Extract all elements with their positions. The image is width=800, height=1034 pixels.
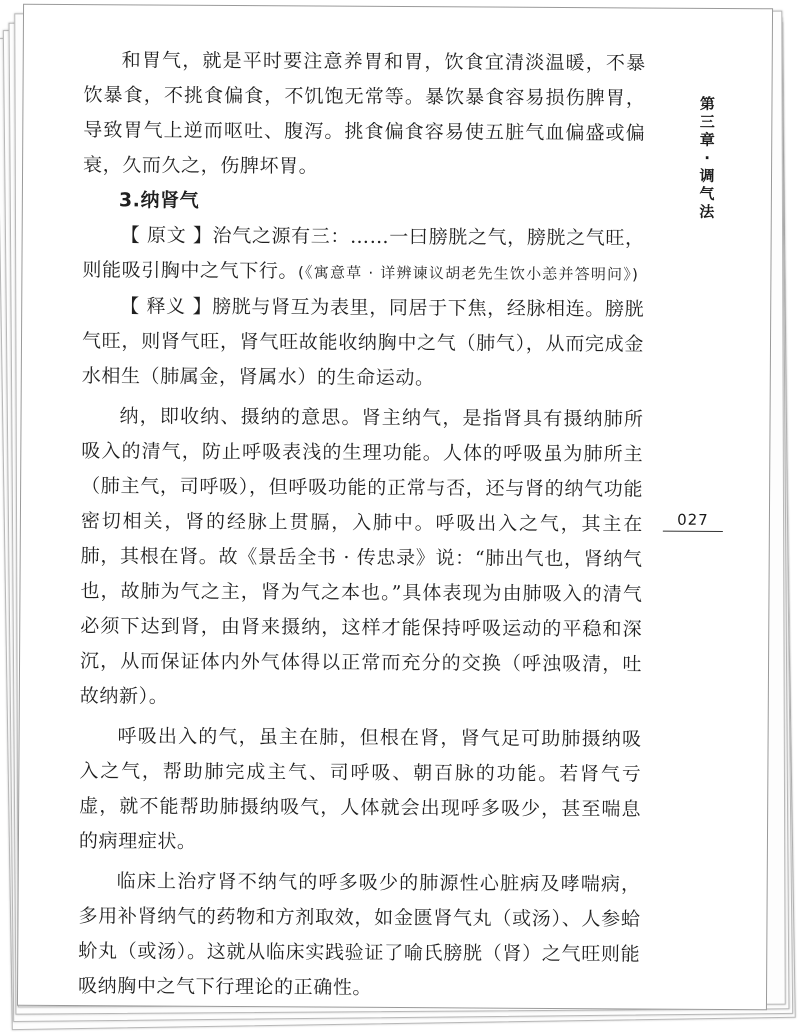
page-number: 027 — [677, 510, 709, 529]
paragraph-kidney-qi: 纳，即收纳、摄纳的意思。肾主纳气，是指肾具有摄纳肺所吸入的清气，防止呼吸表浅的生理功能。人体的呼吸虽为肺所主（肺主气，司呼吸），但呼吸功能的正常与否，还与肾的纳气功能密切相关，肾的经脉上贯膈，入肺中。呼吸出入之气，其主在肺，其根在肾。故《景岳全书 · 传忠录》说：“肺出气也，肾纳气也，故肺为气之主，肾为气之本也。”具体表现为由肺吸入的清气必须下达到肾，由肾来摄纳，这样才能保持呼吸运动的平稳和深沉，从而保证体内外气体得以正常而充分的交换（呼浊吸清，吐故纳新）。 — [79, 405, 644, 708]
running-head-char: 章 — [699, 130, 715, 149]
page-body — [78, 43, 646, 1007]
running-head-char: 第 — [699, 94, 716, 113]
citation: (《寓意草 · 详辨谏议胡老先生饮小恙并答明问》) — [297, 263, 640, 284]
page-number-rule — [663, 531, 723, 532]
paragraph-stomach-qi: 和胃气，就是平时要注意养胃和胃，饮食宜清淡温暖，不暴饮暴食，不挑食偏食，不饥饱无常等。暴饮暴食容易损伤脾胃，导致胃气上逆而呕吐、腹泻。挑食偏食容易使五脏气血偏盛或偏衰，久而久之，伤脾坏胃。 — [83, 49, 646, 178]
page-number-block — [663, 511, 723, 532]
running-head-char: 法 — [699, 202, 715, 221]
book-page — [17, 4, 773, 1011]
running-head-char: 调 — [699, 166, 715, 185]
running-head-char: · — [704, 148, 711, 167]
paragraph-original-text — [82, 218, 644, 292]
original-text: 【 原文 】治气之源有三：……一曰膀胱之气，膀胱之气旺，则能吸引胸中之气下行。 — [82, 224, 645, 283]
paragraph-interpretation: 【 释义 】膀胱与肾互为表里，同居于下焦，经脉相连。膀胱气旺，则肾气旺，肾气旺故能收纳胸中之气（肺气），从而完成金水相生（肺属金，肾属水）的生命运动。 — [81, 295, 645, 390]
section-heading: 3.纳肾气 — [118, 189, 200, 212]
running-head-char: 气 — [699, 184, 715, 203]
running-head — [695, 95, 720, 221]
running-head-char: 三 — [699, 112, 715, 131]
paragraph-clinical: 临床上治疗肾不纳气的呼多吸少的肺源性心脏病及哮喘病，多用补肾纳气的药物和方剂取效，如金匮肾气丸（或汤）、人参蛤蚧丸（或汤）。这就从临床实践验证了喻氏膀胱（肾）之气旺则能吸纳胸中之气下行理论的正确性。 — [78, 870, 641, 999]
paragraph-breathing: 呼吸出入的气，虽主在肺，但根在肾，肾气足可助肺摄纳吸入之气，帮助肺完成主气、司呼吸、朝百脉的功能。若肾气亏虚，就不能帮助肺摄纳吸气，人体就会出现呼多吸少，甚至喘息的病理症状。 — [78, 725, 642, 853]
